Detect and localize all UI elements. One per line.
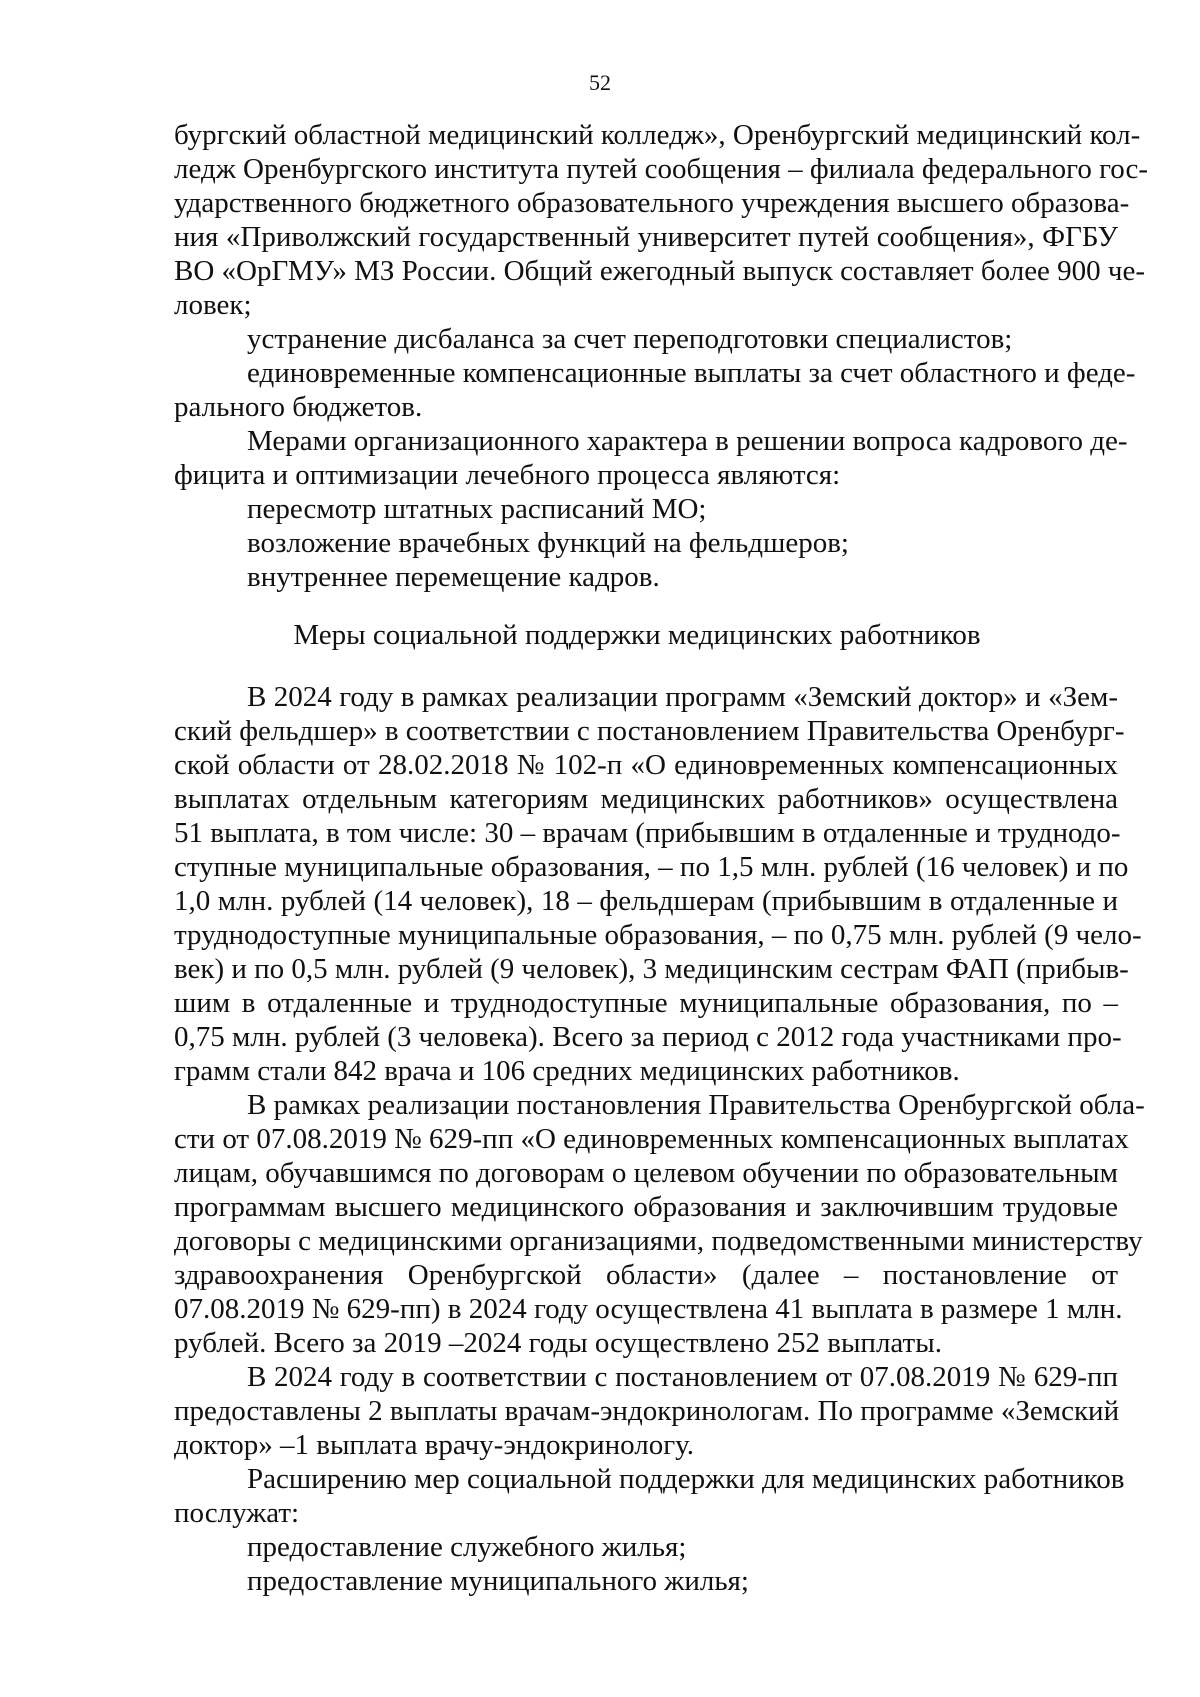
text-line: выплатах отдельным категориям медицинских работников» осуществлена <box>174 783 1118 815</box>
list-item: устранение дисбаланса за счет переподготовки специалистов; <box>247 323 1013 355</box>
text-line: предоставлены 2 выплаты врачам-эндокринологам. По программе «Земский <box>174 1395 1120 1427</box>
text-line: 51 выплата, в том числе: 30 – врачам (прибывшим в отдаленные и труднодо- <box>174 817 1121 849</box>
list-item: внутреннее перемещение кадров. <box>247 561 660 593</box>
list-item: возложение врачебных функций на фельдшеров; <box>247 527 849 559</box>
text-line: ступные муниципальные образования, – по 1,5 млн. рублей (16 человек) и по <box>174 851 1129 883</box>
text-line: ской области от 28.02.2018 № 102-п «О единовременных компенсационных <box>174 749 1118 781</box>
text-line: 0,75 млн. рублей (3 человека). Всего за период с 2012 года участниками про- <box>174 1021 1122 1053</box>
paragraph-first-line: Расширению мер социальной поддержки для медицинских работников <box>247 1463 1125 1495</box>
text-line: сти от 07.08.2019 № 629-пп «О единовременных компенсационных выплатах <box>174 1123 1129 1155</box>
text-line: ловек; <box>174 289 252 321</box>
text-line: лицам, обучавшимся по договорам о целевом обучении по образовательным <box>174 1157 1119 1189</box>
text-line: бургский областной медицинский колледж», Оренбургский медицинский кол- <box>174 119 1141 151</box>
text-line: 07.08.2019 № 629-пп) в 2024 году осуществлена 41 выплата в размере 1 млн. <box>174 1293 1123 1325</box>
text-line: программам высшего медицинского образования и заключившим трудовые <box>174 1191 1118 1223</box>
text-line: грамм стали 842 врача и 106 средних медицинских работников. <box>174 1055 960 1087</box>
text-line: доктор» –1 выплата врачу-эндокринологу. <box>174 1429 695 1461</box>
text-line: рублей. Всего за 2019 –2024 годы осуществлено 252 выплаты. <box>174 1327 942 1359</box>
text-line: ский фельдшер» в соответствии с постановлением Правительства Оренбург- <box>174 715 1125 747</box>
text-line: договоры с медицинскими организациями, подведомственными министерству <box>174 1225 1143 1257</box>
text-line: здравоохранения Оренбургской области» (далее – постановление от <box>174 1259 1118 1291</box>
paragraph-first-line: Мерами организационного характера в решении вопроса кадрового де- <box>247 425 1128 457</box>
text-line: послужат: <box>174 1497 300 1529</box>
section-heading: Меры социальной поддержки медицинских работников <box>293 619 981 651</box>
list-item: пересмотр штатных расписаний МО; <box>247 493 707 525</box>
text-line: рального бюджетов. <box>174 391 423 423</box>
text-line: ледж Оренбургского института путей сообщения – филиала федерального гос- <box>174 153 1148 185</box>
text-line: шим в отдаленные и труднодоступные муниципальные образования, по – <box>174 987 1118 1019</box>
text-line: 1,0 млн. рублей (14 человек), 18 – фельдшерам (прибывшим в отдаленные и <box>174 885 1118 917</box>
list-item: единовременные компенсационные выплаты за счет областного и феде- <box>247 357 1136 389</box>
text-line: век) и по 0,5 млн. рублей (9 человек), 3 медицинским сестрам ФАП (прибыв- <box>174 953 1129 985</box>
text-line: ВО «ОрГМУ» МЗ России. Общий ежегодный выпуск составляет более 900 че- <box>174 255 1146 287</box>
page-number: 52 <box>589 70 611 95</box>
paragraph-first-line: В 2024 году в соответствии с постановлением от 07.08.2019 № 629-пп <box>247 1361 1118 1393</box>
text-line: фицита и оптимизации лечебного процесса являются: <box>174 459 841 491</box>
list-item: предоставление муниципального жилья; <box>247 1565 749 1597</box>
paragraph-first-line: В рамках реализации постановления Правительства Оренбургской обла- <box>247 1089 1145 1121</box>
text-line: труднодоступные муниципальные образования, – по 0,75 млн. рублей (9 чело- <box>174 919 1142 951</box>
list-item: предоставление служебного жилья; <box>247 1531 687 1563</box>
text-line: ударственного бюджетного образовательного учреждения высшего образова- <box>174 187 1130 219</box>
text-line: ния «Приволжский государственный университет путей сообщения», ФГБУ <box>174 221 1118 253</box>
paragraph-first-line: В 2024 году в рамках реализации программ «Земский доктор» и «Зем- <box>247 681 1118 713</box>
